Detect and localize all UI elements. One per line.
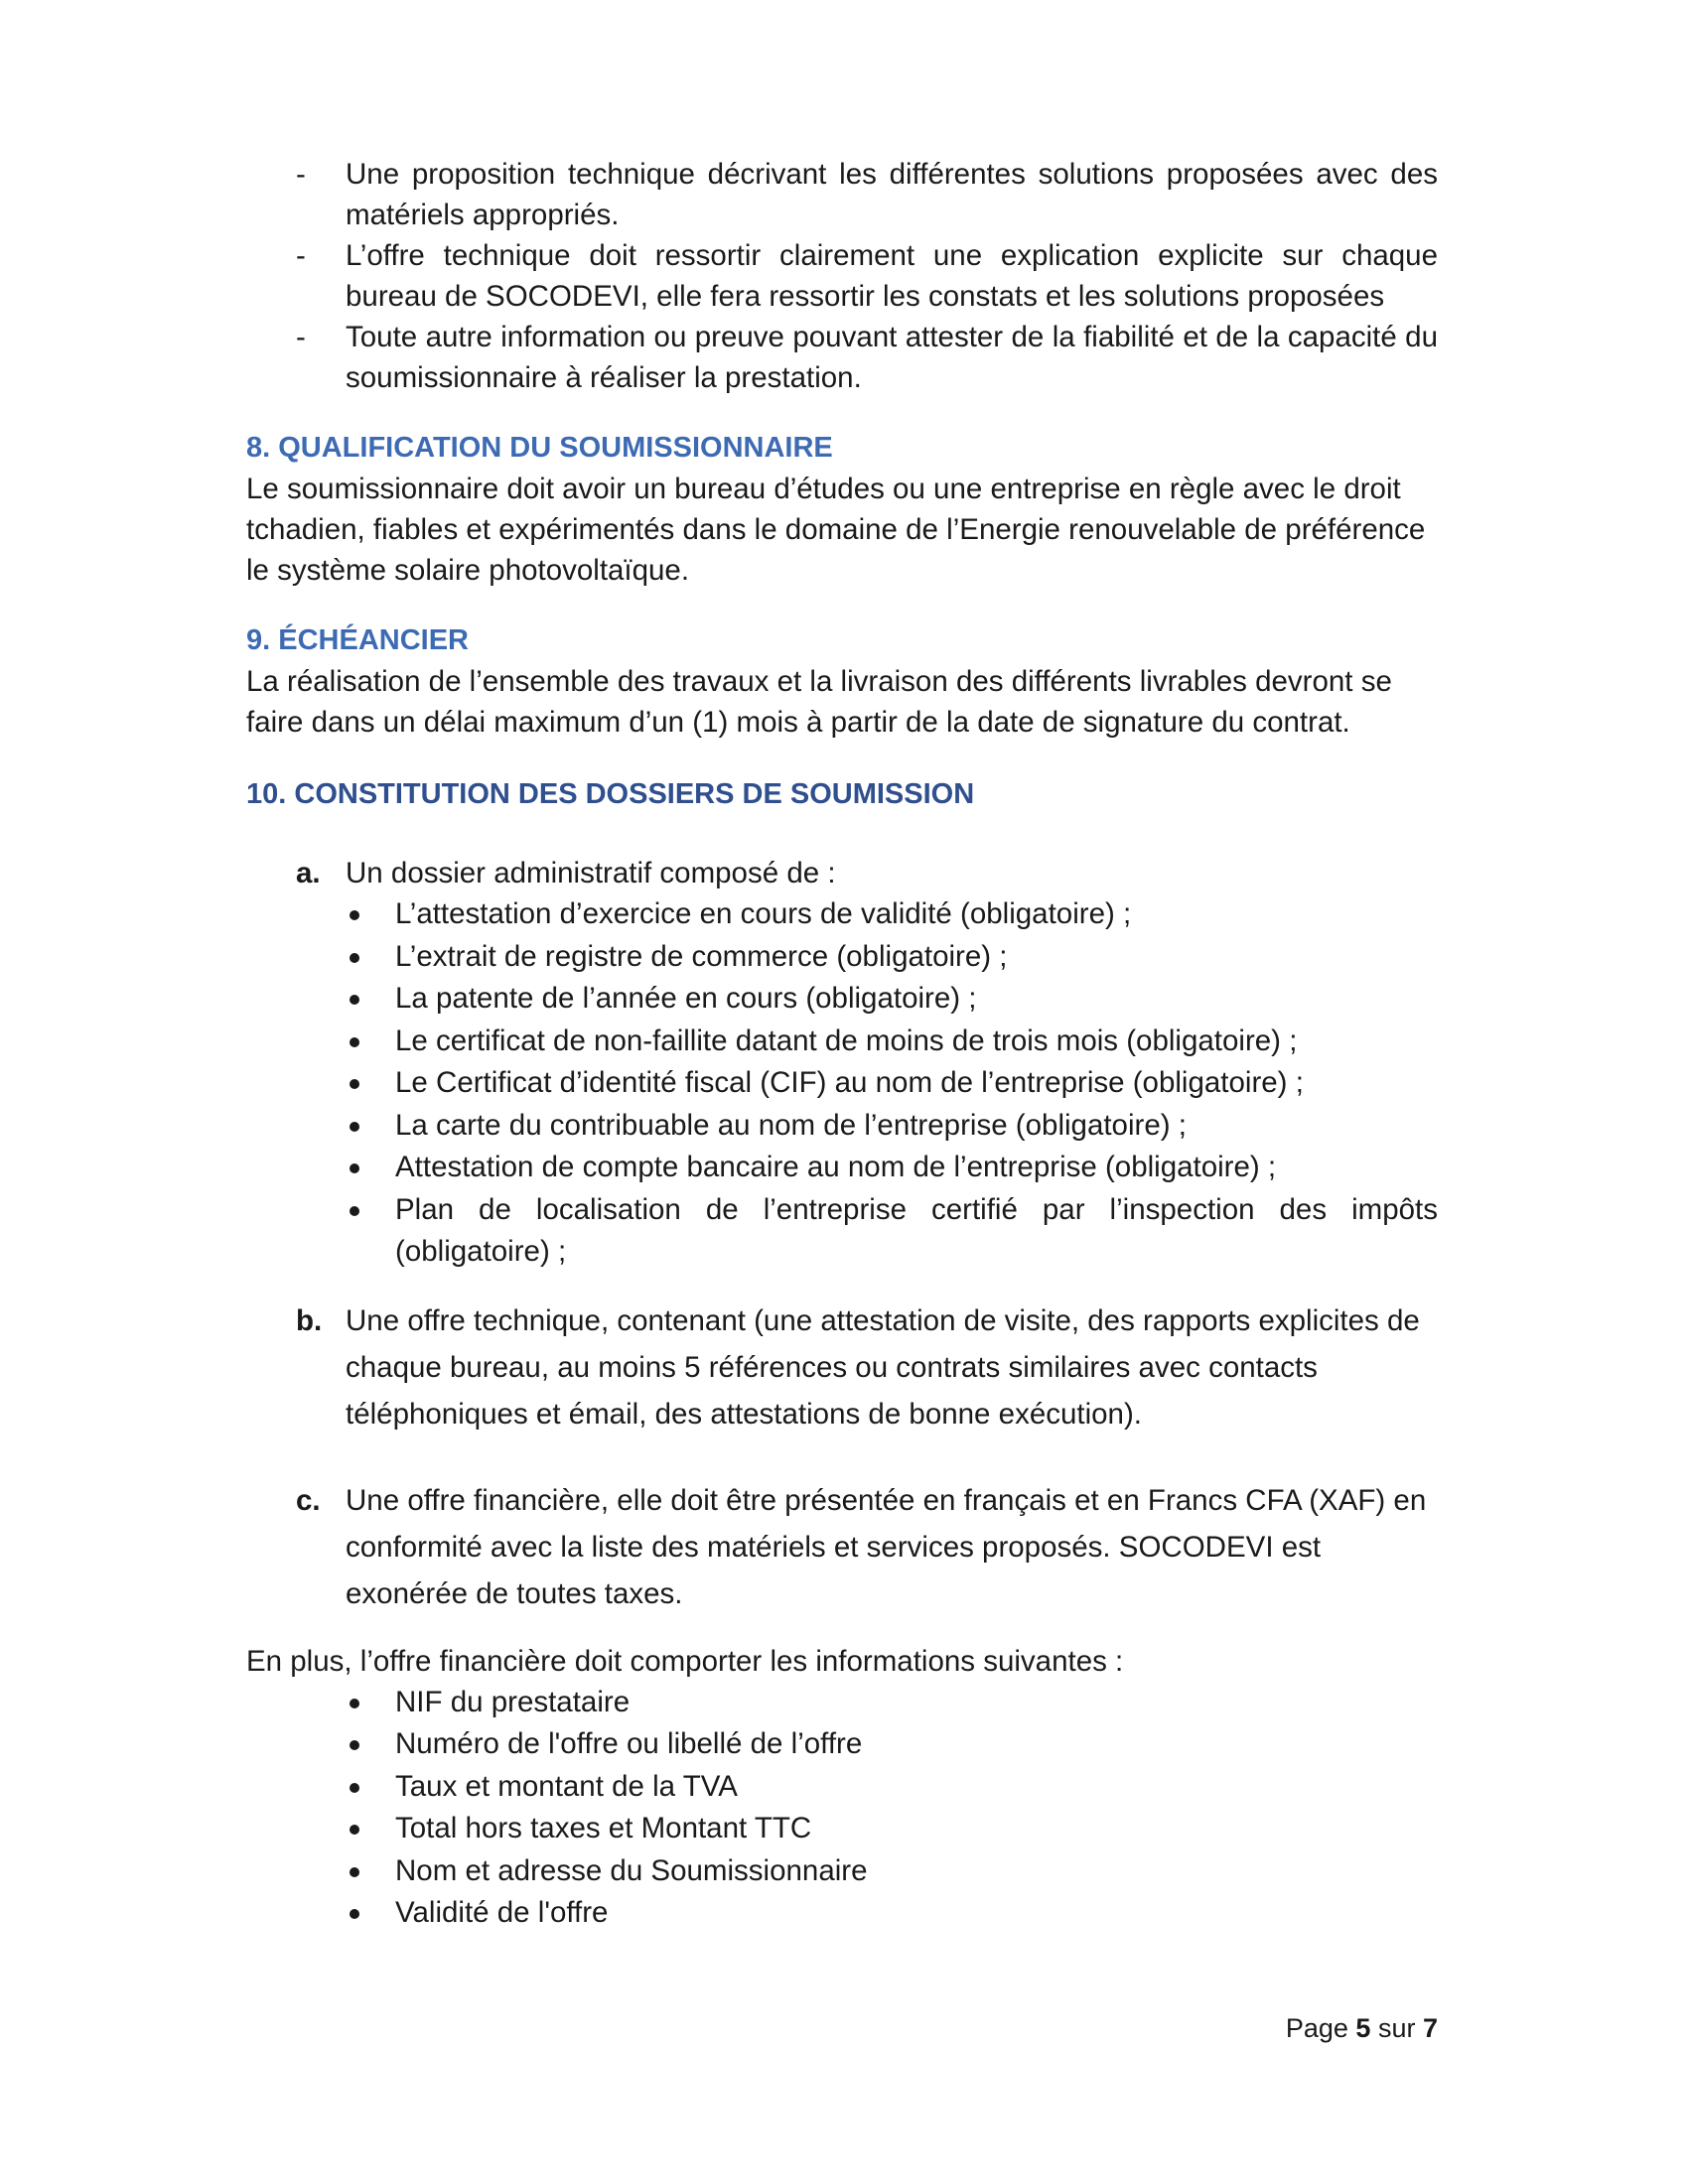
list-item: Le certificat de non-faillite datant de moins de trois mois (obligatoire) ; [346,1021,1438,1063]
list-item: Taux et montant de la TVA [246,1766,1438,1809]
item-c-label: c. [296,1483,321,1517]
bullet-icon [350,953,359,963]
item-a [246,853,1438,1274]
list-item: NIF du prestataire [246,1682,1438,1724]
bullet-icon [350,1909,359,1919]
item-a-text: Un dossier administratif composé de : [346,857,836,889]
section-9-paragraph: La réalisation de l’ensemble des travaux et la livraison des différents livrables devront se faire dans un délai maximum d’un (1) mois à partir de la date de signature du contrat. [246,665,1392,739]
item-b-label: b. [296,1303,323,1337]
section-9-heading: 9. ÉCHÉANCIER [246,624,469,656]
footer-page-word: Page [1285,2013,1348,2043]
list-item: Attestation de compte bancaire au nom de l’entreprise (obligatoire) ; [346,1147,1438,1189]
financial-intro: En plus, l’offre financière doit comporter les informations suivantes : [246,1644,1124,1678]
bullet-icon [350,995,359,1005]
item-b-text: Une offre technique, contenant (une attestation de visite, des rapports explicites de chaque bureau, au moins 5 références ou contrats similaires avec contacts téléphoniques et émail, des attestations de bonne exécution). [346,1303,1420,1431]
page-footer [1286,2011,1438,2045]
footer-current-page: 5 [1355,2013,1371,2043]
list-item: La carte du contribuable au nom de l’entreprise (obligatoire) ; [346,1105,1438,1148]
bullet-icon [350,1825,359,1835]
item-c [246,1477,1438,1617]
list-item: Numéro de l'offre ou libellé de l’offre [246,1723,1438,1766]
bullet-icon [350,1783,359,1793]
item-a-label: a. [296,857,321,889]
footer-of-word: sur [1377,2013,1416,2043]
bullet-icon [350,1699,359,1708]
intro-item-text: Une proposition technique décrivant les différentes solutions proposées avec des matériels appropriés. [346,158,1438,231]
financial-list [246,1682,1438,1935]
intro-list [246,154,1438,398]
intro-item-text: Toute autre information ou preuve pouvant attester de la fiabilité et de la capacité du soumissionnaire à réaliser la prestation. [346,321,1438,394]
dash-marker: - [296,239,306,272]
footer-total-pages: 7 [1422,2013,1438,2043]
bullet-icon [350,1206,359,1216]
intro-item [246,235,1438,317]
bullet-icon [350,1163,359,1173]
list-item: L’extrait de registre de commerce (obligatoire) ; [346,936,1438,979]
dash-marker: - [296,321,306,353]
list-item: L’attestation d’exercice en cours de validité (obligatoire) ; [346,893,1438,936]
list-item: La patente de l’année en cours (obligatoire) ; [346,978,1438,1021]
section-8-heading: 8. QUALIFICATION DU SOUMISSIONNAIRE [246,432,833,464]
bullet-icon [350,1079,359,1089]
section-10-heading: 10. CONSTITUTION DES DOSSIERS DE SOUMISSION [246,778,975,810]
list-item: Total hors taxes et Montant TTC [246,1808,1438,1850]
intro-item-text: L’offre technique doit ressortir clairement une explication explicite sur chaque bureau de SOCODEVI, elle fera ressortir les constats et les solutions proposées [346,239,1438,313]
list-item: Nom et adresse du Soumissionnaire [246,1850,1438,1893]
item-c-text: Une offre financière, elle doit être présentée en français et en Francs CFA (XAF) en conformité avec la liste des matériels et services proposés. SOCODEVI est exonérée de toutes taxes. [346,1483,1427,1610]
dash-marker: - [296,158,306,191]
intro-item [246,154,1438,235]
bullet-icon [350,1740,359,1750]
list-item: Le Certificat d’identité fiscal (CIF) au nom de l’entreprise (obligatoire) ; [346,1062,1438,1105]
bullet-icon [350,1122,359,1132]
list-item: Plan de localisation de l’entreprise certifié par l’inspection des impôts (obligatoire) ; [346,1189,1438,1274]
page-content [246,154,1438,1935]
bullet-icon [350,1037,359,1047]
administrative-list [346,893,1438,1274]
bullet-icon [350,910,359,920]
bullet-icon [350,1867,359,1877]
item-b [246,1297,1438,1437]
section-8-paragraph: Le soumissionnaire doit avoir un bureau d’études ou une entreprise en règle avec le droit tchadien, fiables et expérimentés dans le domaine de l’Energie renouvelable de préférence le système solaire photovoltaïque. [246,473,1426,587]
list-item: Validité de l'offre [246,1892,1438,1935]
intro-item [246,317,1438,398]
